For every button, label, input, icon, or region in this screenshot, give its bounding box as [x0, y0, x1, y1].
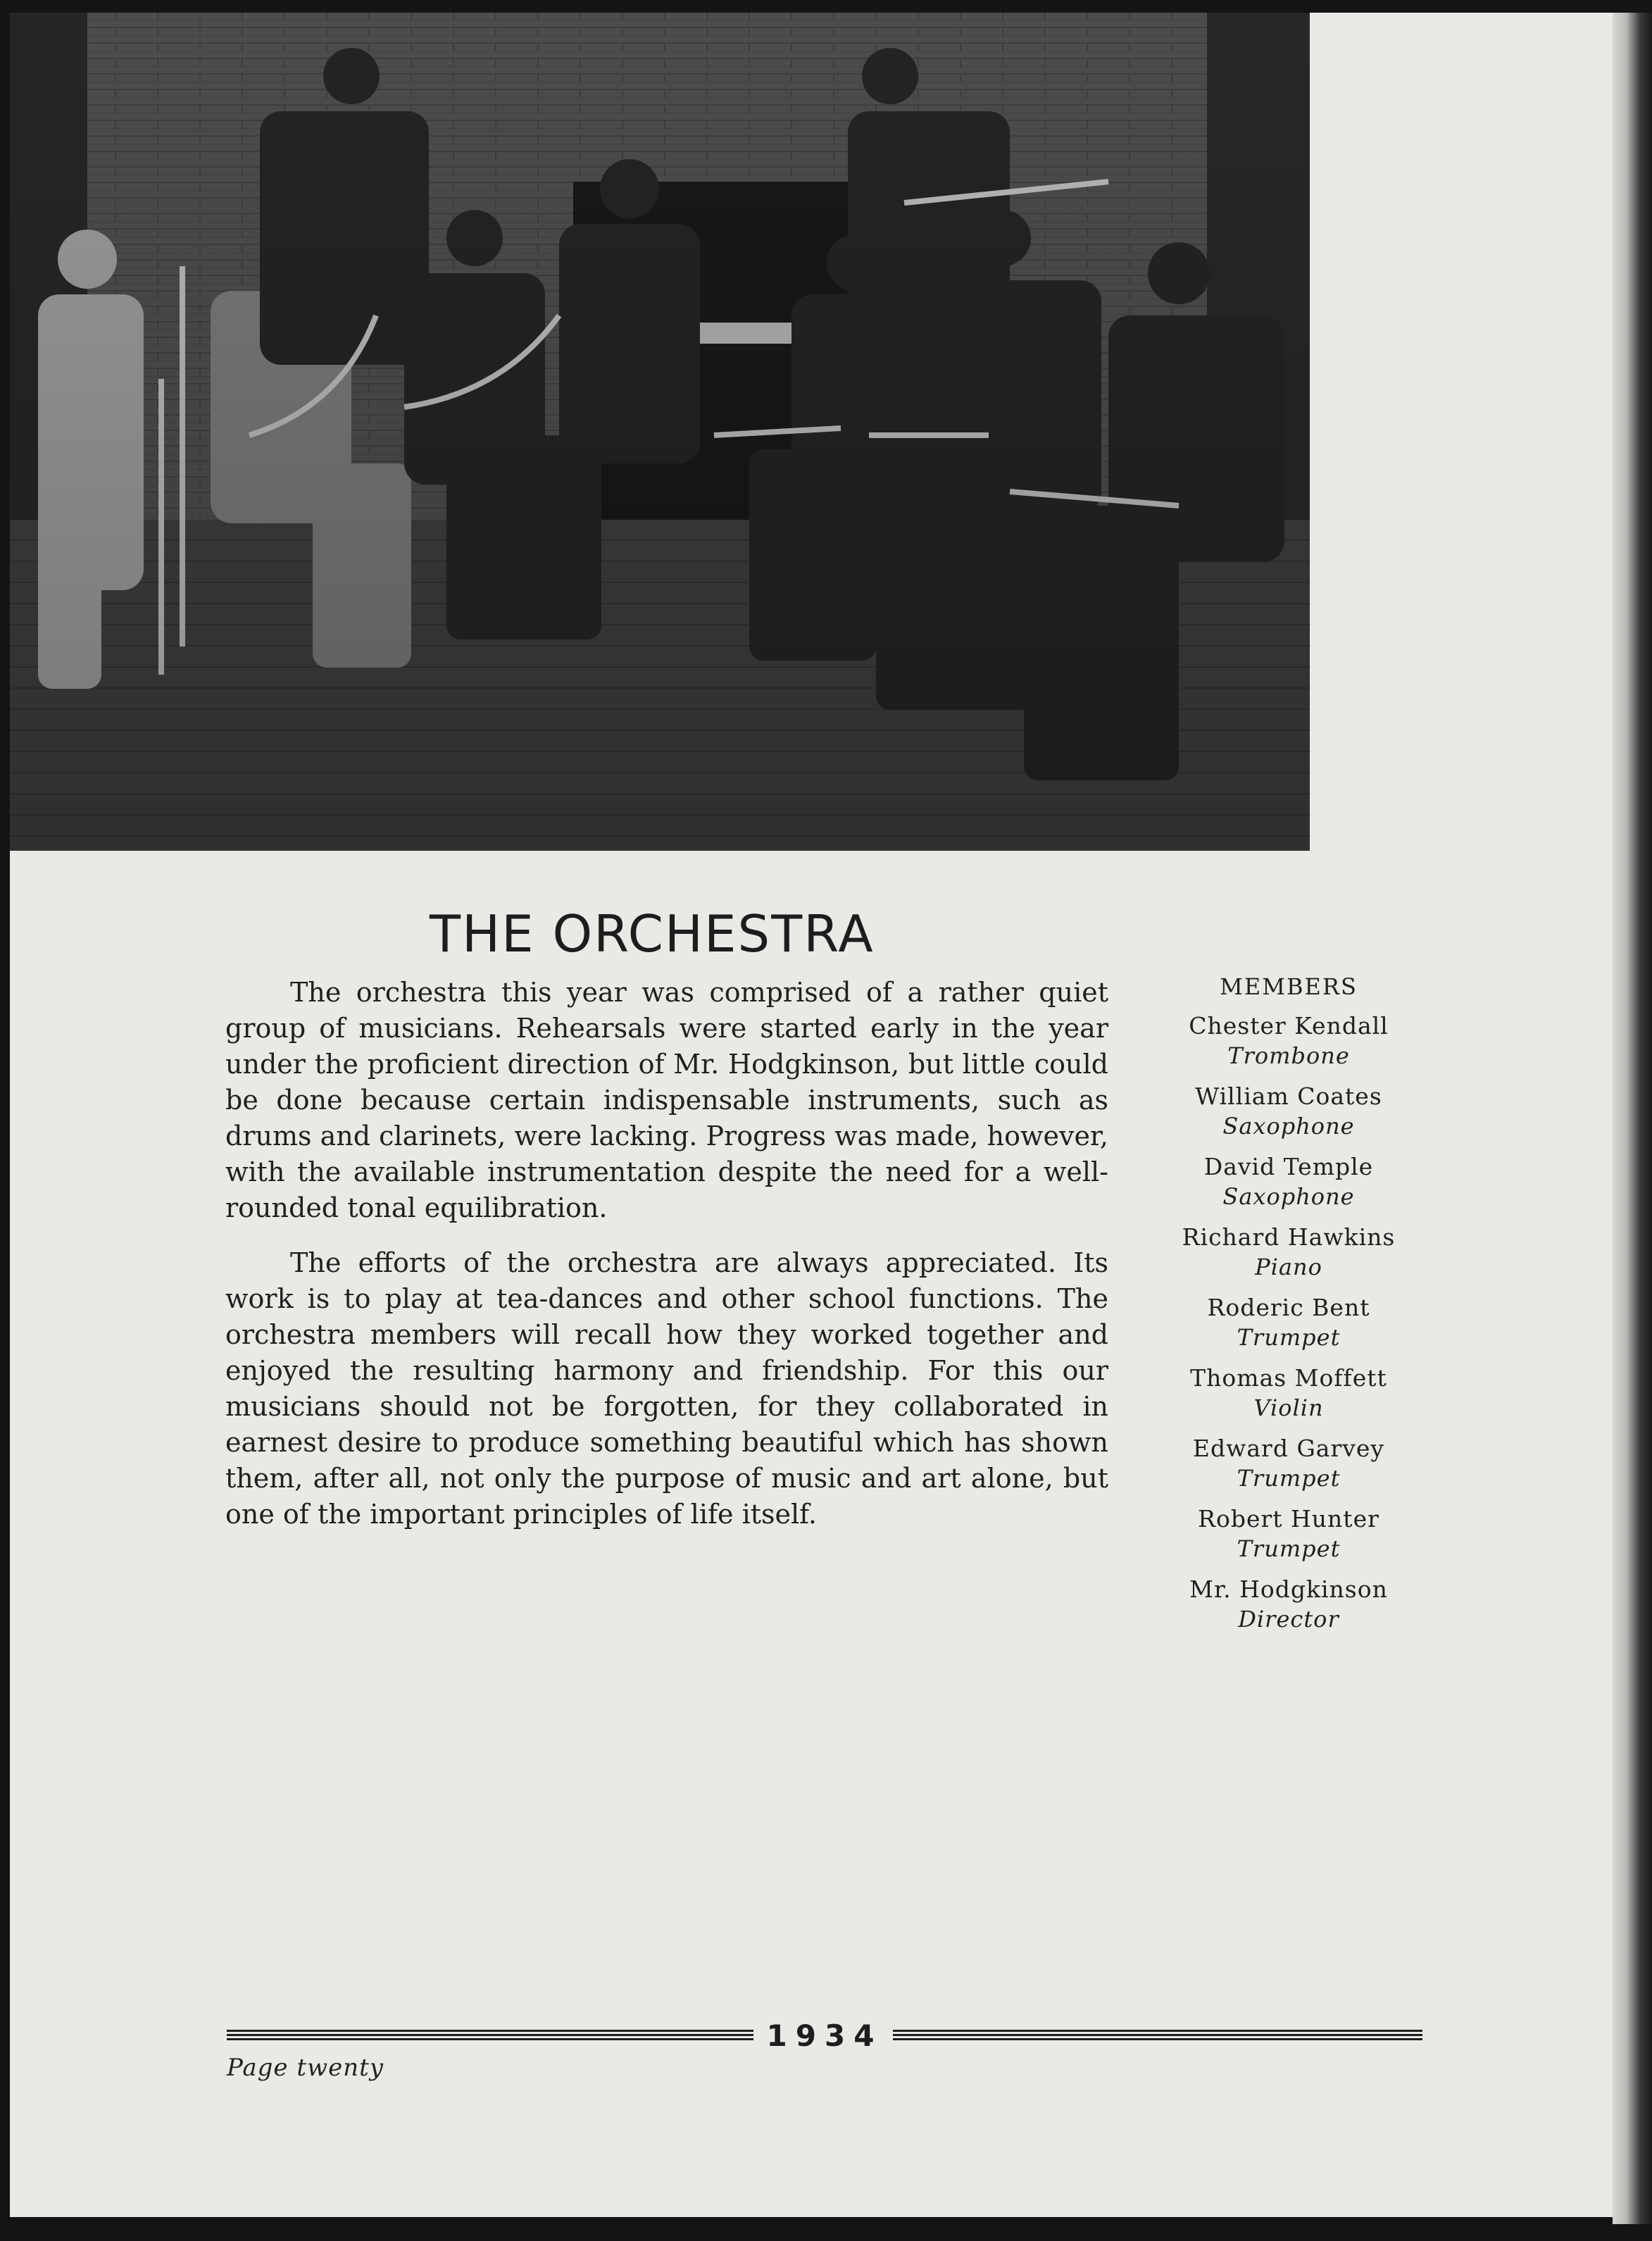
footer-rule-right [893, 2030, 1422, 2045]
member-instrument: Piano [1255, 1254, 1322, 1280]
member-entry [1155, 1575, 1422, 1634]
member-name: David Temple [1203, 1153, 1374, 1180]
member-entry [1155, 1223, 1422, 1282]
member-name: Edward Garvey [1192, 1435, 1385, 1462]
page-number-label: Page twenty [227, 2054, 384, 2082]
member-name: Mr. Hodgkinson [1189, 1575, 1388, 1603]
member-entry [1155, 1363, 1422, 1423]
member-instrument: Trumpet [1237, 1465, 1341, 1492]
member-name: William Coates [1195, 1082, 1382, 1110]
member-name: Robert Hunter [1198, 1505, 1379, 1533]
members-heading: MEMBERS [1220, 973, 1358, 1000]
member-entry [1155, 1011, 1422, 1070]
page-title: THE ORCHESTRA [430, 904, 875, 963]
page-binding-edge [1613, 13, 1652, 2224]
member-name: Roderic Bent [1207, 1294, 1370, 1321]
member-instrument: Trombone [1227, 1042, 1350, 1069]
member-instrument: Director [1238, 1606, 1339, 1633]
member-instrument: Trumpet [1237, 1535, 1341, 1562]
member-instrument: Saxophone [1222, 1113, 1355, 1140]
member-name: Richard Hawkins [1182, 1223, 1396, 1251]
member-instrument: Violin [1253, 1394, 1324, 1421]
member-entry [1155, 1293, 1422, 1352]
member-entry [1155, 1082, 1422, 1141]
member-name: Chester Kendall [1189, 1012, 1389, 1040]
member-entry [1155, 1152, 1422, 1211]
orchestra-photo-illustration [10, 13, 1310, 851]
body-paragraph-2: The efforts of the orchestra are always appreciated. Its work is to play at tea-dances and other school functions. The orchestra members will recall how they worked together and enjoyed the resulting harmony and friendship. For this our musicians should not be forgotten, for they collaborated in earnest desire to produce something beautiful which has shown them, after all, not only the purpose of music and art alone, but one of the important principles of life itself. [225, 1247, 1108, 1530]
footer-rule-left [227, 2030, 753, 2045]
body-paragraph-1: The orchestra this year was comprised of a rather quiet group of musicians. Rehearsals were started early in the year under the proficient direction of Mr. Hodgkinson, but little could be done because certain indispensable instruments, such as drums and clarinets, were lacking. Progress was made, however, with the available instrumentation despite the need for a well-rounded tonal equilibration. [225, 977, 1108, 1223]
member-entry [1155, 1504, 1422, 1563]
member-instrument: Trumpet [1237, 1324, 1341, 1351]
member-name: Thomas Moffett [1190, 1364, 1387, 1392]
member-entry [1155, 1434, 1422, 1493]
orchestra-photograph [10, 13, 1310, 851]
member-instrument: Saxophone [1222, 1183, 1355, 1210]
footer-year: 1934 [766, 2018, 883, 2053]
members-list [1155, 969, 1422, 1645]
